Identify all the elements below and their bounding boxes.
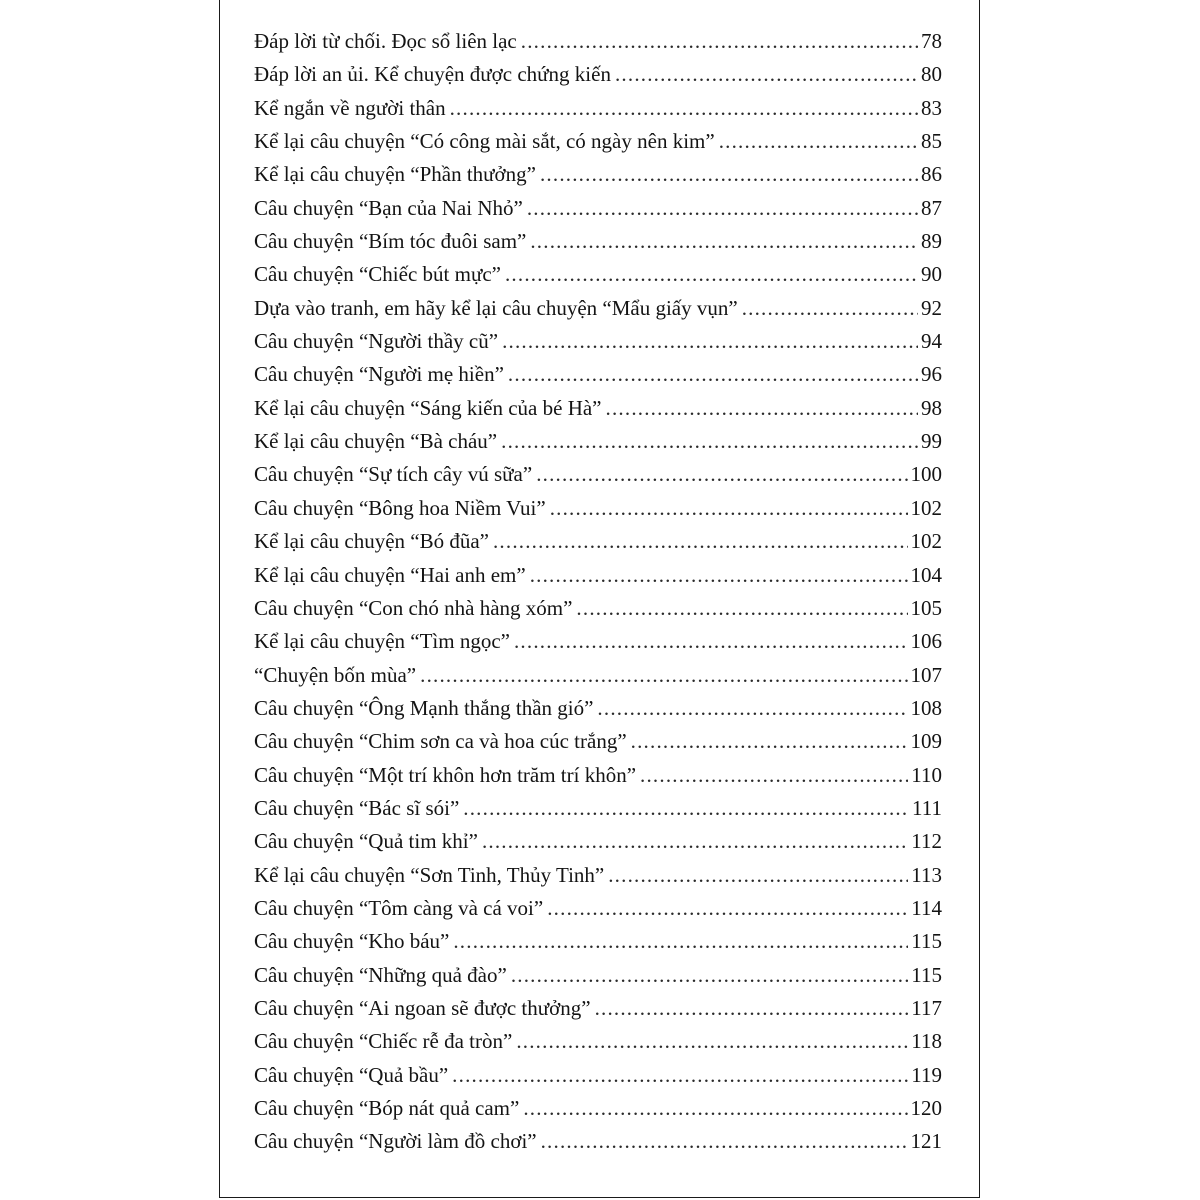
toc-entry-page-number: 105	[910, 595, 942, 620]
dot-leader	[597, 696, 907, 721]
dot-leader	[505, 262, 918, 287]
toc-entry-title: Đáp lời từ chối. Đọc sổ liên lạc	[254, 29, 517, 53]
toc-entry	[254, 729, 942, 762]
toc-entry-title: Câu chuyện “Bóp nát quả cam”	[254, 1096, 520, 1120]
toc-entry	[254, 262, 942, 295]
dot-leader	[501, 429, 918, 454]
dot-leader	[606, 396, 918, 421]
toc-entry-page-number: 86	[921, 162, 942, 187]
toc-entry-title: Kể lại câu chuyện “Có công mài sắt, có ngày nên kim”	[254, 129, 715, 154]
toc-entry-page-number: 78	[921, 29, 942, 53]
toc-entry	[254, 196, 942, 229]
dot-leader	[514, 629, 908, 654]
toc-entry	[254, 863, 942, 896]
dot-leader	[527, 196, 918, 221]
toc-entry	[254, 896, 942, 929]
toc-entry-page-number: 109	[910, 729, 942, 754]
dot-leader	[516, 1029, 908, 1054]
toc-entry-page-number: 111	[912, 795, 942, 820]
toc-entry-title: Câu chuyện “Người làm đồ chơi”	[254, 1129, 537, 1154]
dot-leader	[640, 763, 908, 788]
table-of-contents	[254, 29, 942, 1163]
dot-leader	[452, 1063, 908, 1088]
toc-entry-page-number: 90	[921, 262, 942, 287]
toc-entry-page-number: 104	[910, 562, 942, 587]
toc-entry-title: Kể ngắn về người thân	[254, 95, 446, 120]
toc-entry-page-number: 110	[911, 762, 942, 787]
toc-entry	[254, 329, 942, 362]
toc-entry	[254, 1063, 942, 1096]
toc-entry-page-number: 99	[921, 429, 942, 454]
toc-entry-title: Câu chuyện “Chiếc bút mực”	[254, 262, 501, 287]
toc-entry-title: Câu chuyện “Quả bầu”	[254, 1062, 449, 1087]
toc-entry	[254, 696, 942, 729]
dot-leader	[508, 362, 918, 387]
toc-entry-title: Câu chuyện “Quả tim khỉ”	[254, 829, 478, 854]
toc-entry-title: Câu chuyện “Người thầy cũ”	[254, 329, 499, 354]
toc-entry	[254, 1029, 942, 1062]
dot-leader	[615, 62, 918, 87]
toc-entry-page-number: 118	[911, 1029, 942, 1054]
toc-entry-page-number: 92	[921, 295, 942, 320]
toc-entry-title: Câu chuyện “Bạn của Nai Nhỏ”	[254, 195, 523, 220]
toc-entry-title: Đáp lời an ủi. Kể chuyện được chứng kiến	[254, 62, 611, 87]
toc-entry-page-number: 85	[921, 129, 942, 154]
toc-entry-title: Câu chuyện “Bông hoa Niềm Vui”	[254, 495, 546, 520]
toc-entry	[254, 362, 942, 395]
toc-entry-page-number: 89	[921, 229, 942, 254]
toc-entry	[254, 62, 942, 95]
toc-entry	[254, 629, 942, 662]
toc-entry-page-number: 120	[910, 1096, 942, 1120]
toc-entry-page-number: 94	[921, 329, 942, 354]
dot-leader	[453, 929, 908, 954]
dot-leader	[463, 796, 909, 821]
toc-entry-title: Câu chuyện “Bác sĩ sói”	[254, 795, 460, 820]
toc-entry-title: Câu chuyện “Bím tóc đuôi sam”	[254, 229, 527, 254]
toc-entry-page-number: 100	[910, 462, 942, 487]
toc-entry	[254, 29, 942, 62]
toc-entry-title: Câu chuyện “Ai ngoan sẽ được thưởng”	[254, 995, 591, 1020]
dot-leader	[493, 529, 908, 554]
dot-leader	[547, 896, 908, 921]
toc-entry-title: Kể lại câu chuyện “Sáng kiến của bé Hà”	[254, 395, 602, 420]
toc-entry-page-number: 112	[911, 829, 942, 854]
toc-entry-page-number: 102	[910, 529, 942, 554]
toc-entry-title: Câu chuyện “Ông Mạnh thắng thần gió”	[254, 695, 594, 720]
toc-entry	[254, 1129, 942, 1162]
dot-leader	[608, 863, 908, 888]
dot-leader	[523, 1096, 907, 1121]
toc-entry-title: Kể lại câu chuyện “Bó đũa”	[254, 529, 489, 554]
toc-entry-page-number: 98	[921, 395, 942, 420]
toc-entry	[254, 963, 942, 996]
toc-entry-page-number: 113	[911, 862, 942, 887]
toc-entry-page-number: 87	[921, 195, 942, 220]
toc-entry	[254, 129, 942, 162]
toc-entry-page-number: 102	[910, 495, 942, 520]
toc-entry-page-number: 121	[910, 1129, 942, 1154]
toc-entry-title: Kể lại câu chuyện “Bà cháu”	[254, 429, 498, 454]
toc-entry-title: Dựa vào tranh, em hãy kể lại câu chuyện “Mẩu giấy vụn”	[254, 295, 738, 320]
toc-entry-page-number: 107	[910, 662, 942, 687]
dot-leader	[511, 963, 908, 988]
toc-entry	[254, 96, 942, 129]
toc-entry-page-number: 119	[911, 1062, 942, 1087]
toc-entry	[254, 996, 942, 1029]
toc-entry	[254, 763, 942, 796]
toc-entry	[254, 596, 942, 629]
toc-entry-page-number: 96	[921, 362, 942, 387]
dot-leader	[550, 496, 908, 521]
toc-entry-page-number: 115	[911, 962, 942, 987]
toc-entry-title: Câu chuyện “Sự tích cây vú sữa”	[254, 462, 533, 487]
toc-entry-title: Kể lại câu chuyện “Hai anh em”	[254, 562, 526, 587]
toc-entry	[254, 462, 942, 495]
toc-entry	[254, 1096, 942, 1129]
toc-entry	[254, 162, 942, 195]
dot-leader	[450, 96, 918, 121]
dot-leader	[631, 729, 908, 754]
dot-leader	[530, 563, 908, 588]
toc-entry	[254, 229, 942, 262]
toc-entry	[254, 796, 942, 829]
toc-entry-page-number: 106	[910, 629, 942, 654]
dot-leader	[530, 229, 918, 254]
toc-entry	[254, 429, 942, 462]
toc-entry-page-number: 114	[911, 895, 942, 920]
toc-entry	[254, 496, 942, 529]
dot-leader	[541, 1129, 908, 1154]
dot-leader	[420, 663, 907, 688]
toc-entry-page-number: 108	[910, 695, 942, 720]
toc-entry	[254, 296, 942, 329]
toc-entry	[254, 529, 942, 562]
dot-leader	[502, 329, 918, 354]
dot-leader	[595, 996, 909, 1021]
toc-entry-title: Câu chuyện “Kho báu”	[254, 929, 450, 954]
dot-leader	[521, 29, 918, 54]
toc-entry-title: Kể lại câu chuyện “Sơn Tinh, Thủy Tinh”	[254, 862, 605, 887]
dot-leader	[540, 162, 918, 187]
toc-entry	[254, 563, 942, 596]
toc-entry	[254, 663, 942, 696]
toc-entry-page-number: 115	[911, 929, 942, 954]
dot-leader	[482, 829, 908, 854]
toc-entry-page-number: 117	[911, 995, 942, 1020]
toc-entry	[254, 929, 942, 962]
dot-leader	[719, 129, 918, 154]
toc-entry-title: Câu chuyện “Tôm càng và cá voi”	[254, 895, 544, 920]
book-page	[219, 0, 980, 1198]
toc-entry-title: “Chuyện bốn mùa”	[254, 662, 417, 687]
toc-entry-page-number: 83	[921, 95, 942, 120]
toc-entry-title: Kể lại câu chuyện “Phần thưởng”	[254, 162, 536, 187]
toc-entry-title: Kể lại câu chuyện “Tìm ngọc”	[254, 629, 510, 654]
dot-leader	[576, 596, 907, 621]
toc-entry	[254, 829, 942, 862]
toc-entry	[254, 396, 942, 429]
dot-leader	[536, 462, 907, 487]
toc-entry-title: Câu chuyện “Con chó nhà hàng xóm”	[254, 595, 573, 620]
toc-entry-page-number: 80	[921, 62, 942, 87]
toc-entry-title: Câu chuyện “Chiếc rễ đa tròn”	[254, 1029, 513, 1054]
toc-entry-title: Câu chuyện “Một trí khôn hơn trăm trí khôn”	[254, 762, 637, 787]
toc-entry-title: Câu chuyện “Chim sơn ca và hoa cúc trắng”	[254, 729, 627, 754]
toc-entry-title: Câu chuyện “Những quả đào”	[254, 962, 507, 987]
dot-leader	[742, 296, 918, 321]
toc-entry-title: Câu chuyện “Người mẹ hiền”	[254, 362, 504, 387]
